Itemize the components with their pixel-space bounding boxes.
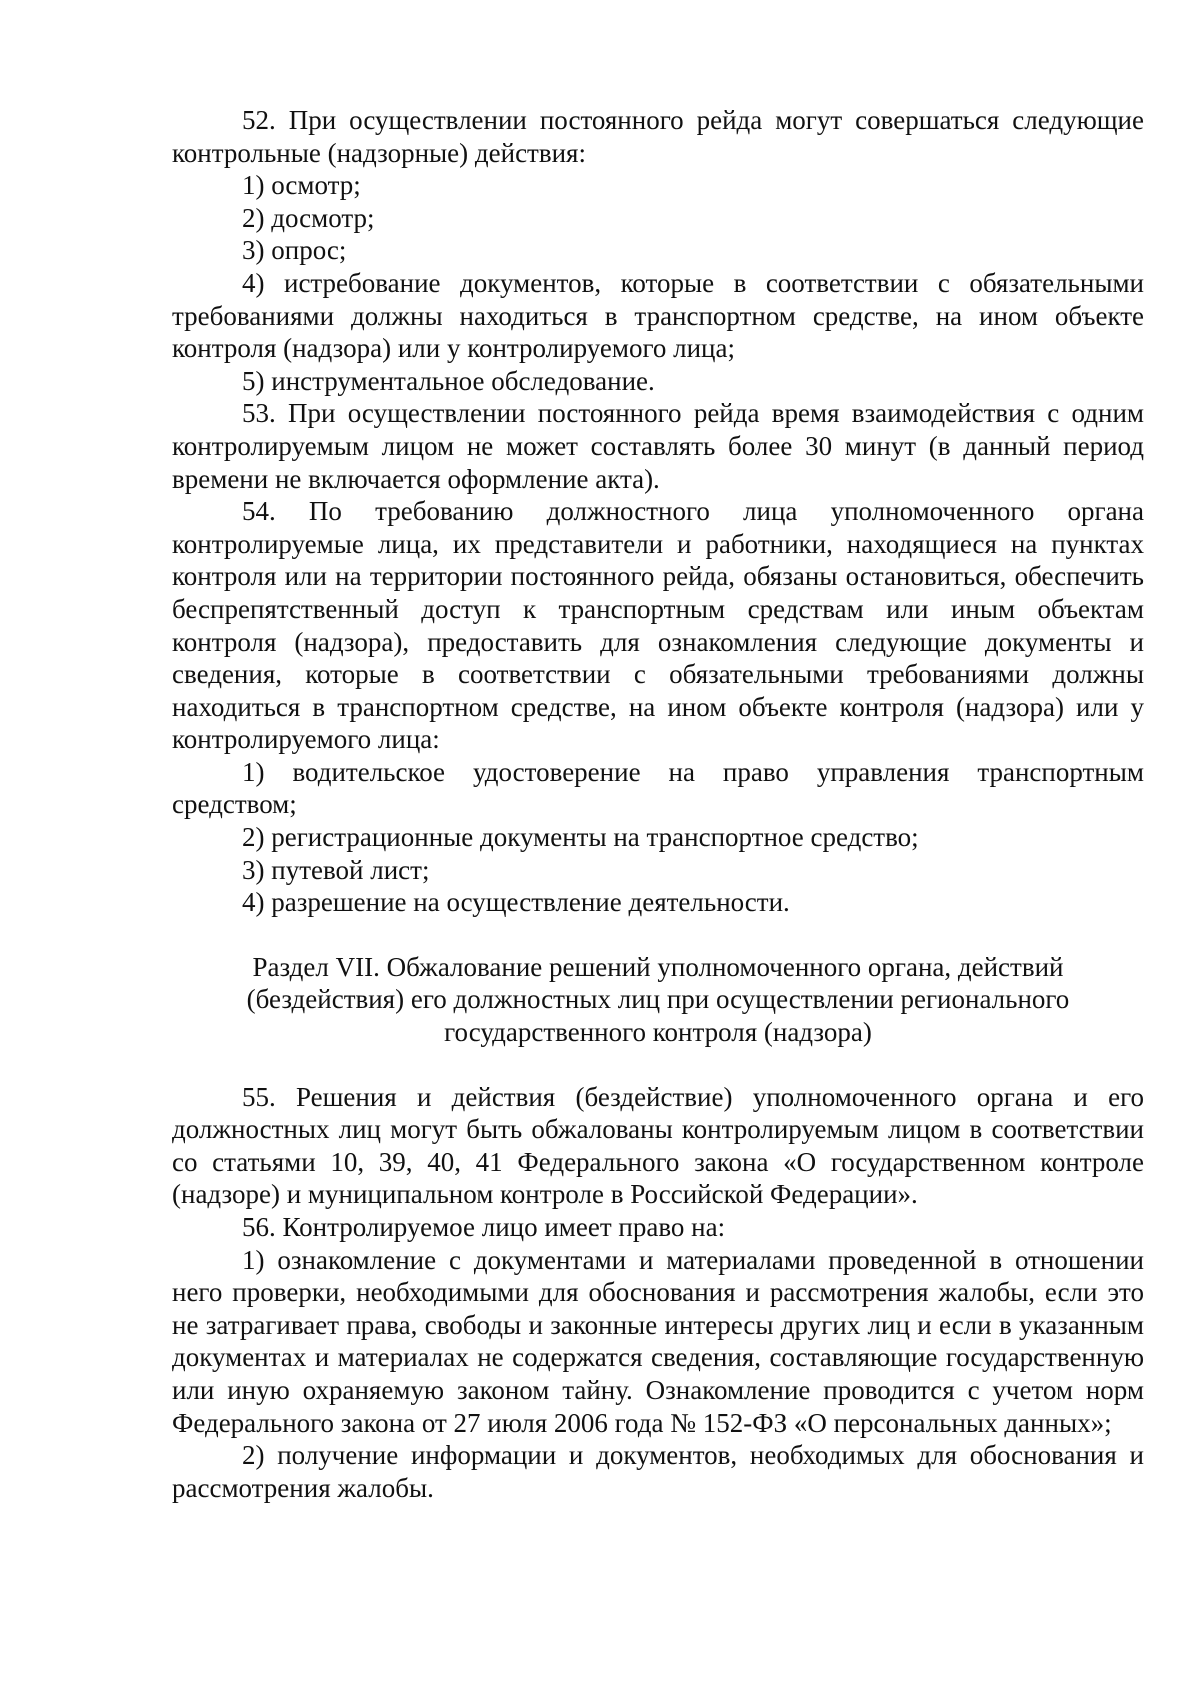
list-item-56-2: 2) получение информации и документов, необходимых для обоснования и рассмотрения жалобы. <box>172 1440 1144 1503</box>
list-item-52-5: 5) инструментальное обследование. <box>242 365 655 396</box>
list-item-54-2: 2) регистрационные документы на транспортное средство; <box>242 822 919 853</box>
paragraph-54: 54. По требованию должностного лица уполномоченного органа контролируемые лица, их представители и работники, находящиеся на пунктах контроля или на территории постоянного рейда, обязаны остановиться, обеспечить беспрепятственный доступ к транспортным средствам или иным объектам контроля (надзора), предоставить для ознакомления следующие документы и сведения, которые в соответствии с обязательными требованиями должны находиться в транспортном средстве, на ином объекте контроля (надзора) или у контролируемого лица: <box>172 496 1144 755</box>
list-item-52-3: 3) опрос; <box>242 235 347 266</box>
list-item-52-1: 1) осмотр; <box>242 170 361 201</box>
paragraph-55: 55. Решения и действия (бездействие) уполномоченного органа и его должностных лиц могут быть обжалованы контролируемым лицом в соответствии со статьями 10, 39, 40, 41 Федерального закона «О государственном контроле (надзоре) и муниципальном контроле в Российской Федерации». <box>172 1081 1144 1210</box>
document-page <box>172 104 1144 1504</box>
section-heading: Раздел VII. Обжалование решений уполномоченного органа, действий (бездействия) его должностных лиц при осуществлении регионального государственного контроля (надзора) <box>246 951 1070 1048</box>
list-item-52-4: 4) истребование документов, которые в соответствии с обязательными требованиями должны находиться в транспортном средстве, на ином объекте контроля (надзора) или у контролируемого лица; <box>172 267 1144 364</box>
paragraph-53: 53. При осуществлении постоянного рейда время взаимодействия с одним контролируемым лицом не может составлять более 30 минут (в данный период времени не включается оформление акта). <box>172 398 1144 494</box>
list-item-54-4: 4) разрешение на осуществление деятельности. <box>242 887 790 918</box>
list-item-54-1: 1) водительское удостоверение на право управления транспортным средством; <box>172 756 1144 820</box>
paragraph-52: 52. При осуществлении постоянного рейда могут совершаться следующие контрольные (надзорные) действия: <box>172 105 1144 168</box>
list-item-56-1: 1) ознакомление с документами и материалами проведенной в отношении него проверки, необходимыми для обоснования и рассмотрения жалобы, если это не затрагивает права, свободы и законные интересы других лиц и если в указанным документах и материалах не содержатся сведения, составляющие государственную или иную охраняемую законом тайну. Ознакомление проводится с учетом норм Федерального закона от 27 июля 2006 года № 152-ФЗ «О персональных данных»; <box>172 1244 1144 1438</box>
list-item-54-3: 3) путевой лист; <box>242 854 430 885</box>
paragraph-56: 56. Контролируемое лицо имеет право на: <box>242 1212 726 1242</box>
list-item-52-2: 2) досмотр; <box>242 202 375 233</box>
